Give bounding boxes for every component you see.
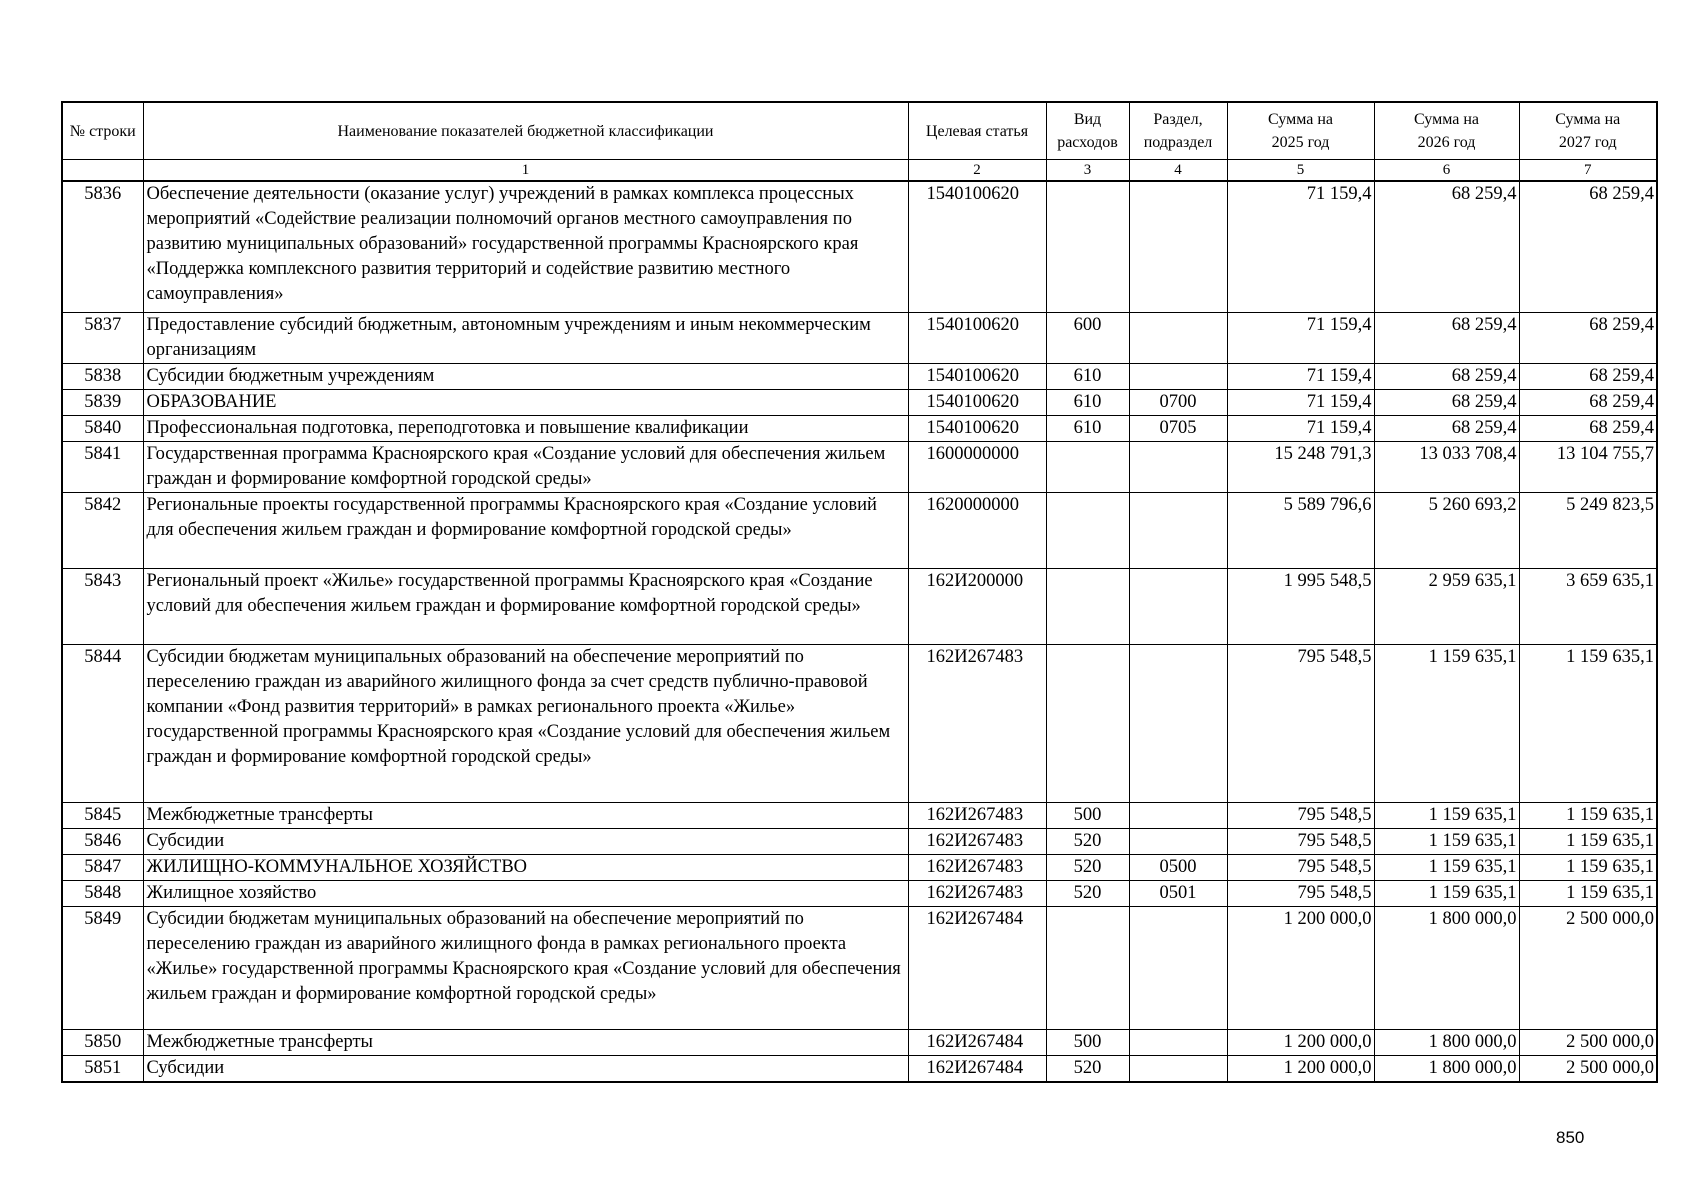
- row-section: 0500: [1129, 854, 1227, 880]
- row-sum-2027: 3 659 635,1: [1519, 568, 1657, 644]
- row-section: [1129, 644, 1227, 802]
- row-expense-type: 500: [1046, 802, 1129, 828]
- header-sum-2027: Сумма на 2027 год: [1519, 102, 1657, 160]
- table-row: [62, 644, 1657, 802]
- row-target-article: 1620000000: [908, 492, 1046, 568]
- row-sum-2026: 68 259,4: [1374, 312, 1519, 363]
- row-name: Межбюджетные трансферты: [143, 1029, 908, 1055]
- row-name: Региональный проект «Жилье» государственной программы Красноярского края «Создание условий для обеспечения жильем граждан и формирование комфортной городской среды»: [143, 568, 908, 644]
- row-sum-2026: 1 800 000,0: [1374, 1055, 1519, 1082]
- row-sum-2027: 1 159 635,1: [1519, 802, 1657, 828]
- row-target-article: 1540100620: [908, 389, 1046, 415]
- row-number: 5836: [62, 181, 143, 312]
- row-target-article: 162И267483: [908, 828, 1046, 854]
- row-number: 5848: [62, 880, 143, 906]
- row-sum-2025: 795 548,5: [1227, 802, 1374, 828]
- row-sum-2025: 795 548,5: [1227, 880, 1374, 906]
- row-sum-2025: 1 200 000,0: [1227, 1029, 1374, 1055]
- row-sum-2026: 68 259,4: [1374, 389, 1519, 415]
- column-number: 4: [1129, 160, 1227, 182]
- column-number: 6: [1374, 160, 1519, 182]
- row-sum-2025: 1 995 548,5: [1227, 568, 1374, 644]
- row-sum-2025: 795 548,5: [1227, 828, 1374, 854]
- row-number: 5839: [62, 389, 143, 415]
- row-expense-type: 520: [1046, 828, 1129, 854]
- row-sum-2026: 1 800 000,0: [1374, 1029, 1519, 1055]
- row-sum-2025: 71 159,4: [1227, 389, 1374, 415]
- row-expense-type: [1046, 492, 1129, 568]
- table-row: [62, 568, 1657, 644]
- table-row: [62, 1055, 1657, 1082]
- row-number: 5837: [62, 312, 143, 363]
- table-row: [62, 880, 1657, 906]
- column-number-row: [62, 160, 1657, 182]
- row-section: [1129, 181, 1227, 312]
- row-sum-2026: 1 159 635,1: [1374, 828, 1519, 854]
- row-sum-2025: 1 200 000,0: [1227, 906, 1374, 1029]
- row-section: 0501: [1129, 880, 1227, 906]
- table-row: [62, 441, 1657, 492]
- row-target-article: 162И267483: [908, 644, 1046, 802]
- row-sum-2027: 68 259,4: [1519, 363, 1657, 389]
- column-number: 1: [143, 160, 908, 182]
- row-sum-2027: 5 249 823,5: [1519, 492, 1657, 568]
- row-target-article: 162И267484: [908, 906, 1046, 1029]
- row-target-article: 162И200000: [908, 568, 1046, 644]
- table-row: [62, 363, 1657, 389]
- column-number: 2: [908, 160, 1046, 182]
- row-section: 0700: [1129, 389, 1227, 415]
- row-sum-2025: 1 200 000,0: [1227, 1055, 1374, 1082]
- row-target-article: 162И267483: [908, 802, 1046, 828]
- page-number: 850: [1556, 1128, 1585, 1147]
- row-name: ОБРАЗОВАНИЕ: [143, 389, 908, 415]
- row-name: Профессиональная подготовка, переподготовка и повышение квалификации: [143, 415, 908, 441]
- row-number: 5838: [62, 363, 143, 389]
- row-sum-2026: 68 259,4: [1374, 181, 1519, 312]
- row-sum-2027: 68 259,4: [1519, 312, 1657, 363]
- row-expense-type: 610: [1046, 389, 1129, 415]
- row-name: ЖИЛИЩНО-КОММУНАЛЬНОЕ ХОЗЯЙСТВО: [143, 854, 908, 880]
- table-row: [62, 802, 1657, 828]
- row-expense-type: 610: [1046, 363, 1129, 389]
- row-number: 5843: [62, 568, 143, 644]
- column-number: 7: [1519, 160, 1657, 182]
- row-expense-type: [1046, 906, 1129, 1029]
- row-expense-type: [1046, 568, 1129, 644]
- row-sum-2026: 68 259,4: [1374, 415, 1519, 441]
- row-target-article: 162И267484: [908, 1055, 1046, 1082]
- row-number: 5850: [62, 1029, 143, 1055]
- row-expense-type: 520: [1046, 1055, 1129, 1082]
- row-expense-type: [1046, 441, 1129, 492]
- row-number: 5846: [62, 828, 143, 854]
- row-sum-2026: 1 159 635,1: [1374, 644, 1519, 802]
- row-sum-2027: 1 159 635,1: [1519, 828, 1657, 854]
- row-name: Субсидии бюджетам муниципальных образований на обеспечение мероприятий по переселению граждан из аварийного жилищного фонда в рамках регионального проекта «Жилье» государственной программы Красноярского края «Создание условий для обеспечения жильем граждан и формирование комфортной городской среды»: [143, 906, 908, 1029]
- row-sum-2026: 13 033 708,4: [1374, 441, 1519, 492]
- row-expense-type: 500: [1046, 1029, 1129, 1055]
- row-section: [1129, 363, 1227, 389]
- header-row-no: № строки: [62, 102, 143, 160]
- row-name: Субсидии: [143, 1055, 908, 1082]
- row-sum-2026: 5 260 693,2: [1374, 492, 1519, 568]
- table-row: [62, 828, 1657, 854]
- row-number: 5842: [62, 492, 143, 568]
- row-expense-type: 520: [1046, 880, 1129, 906]
- column-number: 5: [1227, 160, 1374, 182]
- row-sum-2027: 1 159 635,1: [1519, 880, 1657, 906]
- row-sum-2025: 71 159,4: [1227, 363, 1374, 389]
- table-row: [62, 181, 1657, 312]
- row-sum-2026: 2 959 635,1: [1374, 568, 1519, 644]
- table-row: [62, 312, 1657, 363]
- header-sum-2026: Сумма на 2026 год: [1374, 102, 1519, 160]
- table-row: [62, 1029, 1657, 1055]
- row-sum-2025: 71 159,4: [1227, 181, 1374, 312]
- table-row: [62, 389, 1657, 415]
- row-section: 0705: [1129, 415, 1227, 441]
- row-expense-type: 520: [1046, 854, 1129, 880]
- row-sum-2026: 68 259,4: [1374, 363, 1519, 389]
- row-expense-type: 600: [1046, 312, 1129, 363]
- row-target-article: 1540100620: [908, 181, 1046, 312]
- row-section: [1129, 312, 1227, 363]
- row-sum-2026: 1 800 000,0: [1374, 906, 1519, 1029]
- table-row: [62, 854, 1657, 880]
- row-sum-2026: 1 159 635,1: [1374, 802, 1519, 828]
- row-section: [1129, 828, 1227, 854]
- header-sum-2025: Сумма на 2025 год: [1227, 102, 1374, 160]
- row-sum-2027: 2 500 000,0: [1519, 1055, 1657, 1082]
- row-number: 5851: [62, 1055, 143, 1082]
- row-number: 5840: [62, 415, 143, 441]
- row-target-article: 1540100620: [908, 363, 1046, 389]
- row-section: [1129, 1055, 1227, 1082]
- row-sum-2027: 1 159 635,1: [1519, 644, 1657, 802]
- row-name: Субсидии бюджетам муниципальных образований на обеспечение мероприятий по переселению граждан из аварийного жилищного фонда за счет средств публично-правовой компании «Фонд развития территорий» в рамках регионального проекта «Жилье» государственной программы Красноярского края «Создание условий для обеспечения жильем граждан и формирование комфортной городской среды»: [143, 644, 908, 802]
- row-expense-type: 610: [1046, 415, 1129, 441]
- row-target-article: 162И267483: [908, 854, 1046, 880]
- row-sum-2025: 5 589 796,6: [1227, 492, 1374, 568]
- row-sum-2027: 68 259,4: [1519, 181, 1657, 312]
- table-row: [62, 415, 1657, 441]
- header-target: Целевая статья: [908, 102, 1046, 160]
- row-sum-2027: 68 259,4: [1519, 389, 1657, 415]
- table-body: [62, 181, 1657, 1082]
- row-target-article: 1540100620: [908, 415, 1046, 441]
- column-number: 3: [1046, 160, 1129, 182]
- row-name: Государственная программа Красноярского края «Создание условий для обеспечения жильем граждан и формирование комфортной городской среды»: [143, 441, 908, 492]
- header-expense-type: Вид расходов: [1046, 102, 1129, 160]
- row-sum-2027: 13 104 755,7: [1519, 441, 1657, 492]
- table-header: [62, 102, 1657, 181]
- row-name: Предоставление субсидий бюджетным, автономным учреждениям и иным некоммерческим организациям: [143, 312, 908, 363]
- row-sum-2027: 2 500 000,0: [1519, 1029, 1657, 1055]
- row-sum-2027: 2 500 000,0: [1519, 906, 1657, 1029]
- row-sum-2025: 15 248 791,3: [1227, 441, 1374, 492]
- row-sum-2025: 71 159,4: [1227, 415, 1374, 441]
- row-target-article: 162И267484: [908, 1029, 1046, 1055]
- row-section: [1129, 1029, 1227, 1055]
- row-section: [1129, 492, 1227, 568]
- row-sum-2026: 1 159 635,1: [1374, 854, 1519, 880]
- row-section: [1129, 906, 1227, 1029]
- row-name: Межбюджетные трансферты: [143, 802, 908, 828]
- row-target-article: 1600000000: [908, 441, 1046, 492]
- table-row: [62, 906, 1657, 1029]
- row-number: 5844: [62, 644, 143, 802]
- row-section: [1129, 568, 1227, 644]
- row-sum-2025: 795 548,5: [1227, 644, 1374, 802]
- budget-table: [61, 101, 1658, 1083]
- row-sum-2027: 1 159 635,1: [1519, 854, 1657, 880]
- row-target-article: 162И267483: [908, 880, 1046, 906]
- row-sum-2025: 71 159,4: [1227, 312, 1374, 363]
- row-number: 5849: [62, 906, 143, 1029]
- header-name: Наименование показателей бюджетной классификации: [143, 102, 908, 160]
- row-number: 5845: [62, 802, 143, 828]
- row-name: Жилищное хозяйство: [143, 880, 908, 906]
- row-sum-2027: 68 259,4: [1519, 415, 1657, 441]
- row-section: [1129, 441, 1227, 492]
- row-sum-2025: 795 548,5: [1227, 854, 1374, 880]
- row-expense-type: [1046, 181, 1129, 312]
- row-name: Субсидии бюджетным учреждениям: [143, 363, 908, 389]
- row-number: 5841: [62, 441, 143, 492]
- row-expense-type: [1046, 644, 1129, 802]
- row-name: Региональные проекты государственной программы Красноярского края «Создание условий для обеспечения жильем граждан и формирование комфортной городской среды»: [143, 492, 908, 568]
- row-section: [1129, 802, 1227, 828]
- header-section: Раздел, подраздел: [1129, 102, 1227, 160]
- row-name: Обеспечение деятельности (оказание услуг) учреждений в рамках комплекса процессных мероприятий «Содействие реализации полномочий органов местного самоуправления по развитию муниципальных образований» государственной программы Красноярского края «Поддержка комплексного развития территорий и содействие развитию местного самоуправления»: [143, 181, 908, 312]
- column-number: [62, 160, 143, 182]
- row-sum-2026: 1 159 635,1: [1374, 880, 1519, 906]
- row-target-article: 1540100620: [908, 312, 1046, 363]
- table-row: [62, 492, 1657, 568]
- row-number: 5847: [62, 854, 143, 880]
- row-name: Субсидии: [143, 828, 908, 854]
